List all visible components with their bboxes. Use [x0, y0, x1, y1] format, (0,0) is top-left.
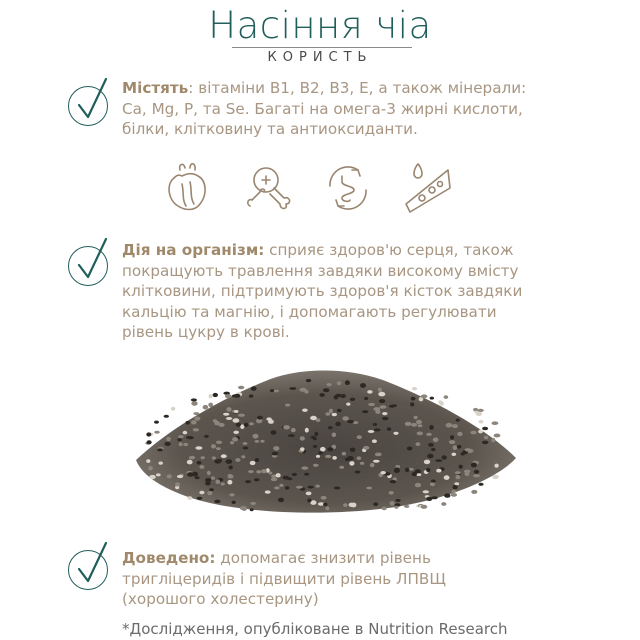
subtitle-divider: [232, 47, 412, 48]
section-label: Доведено:: [122, 549, 216, 567]
page-title: Насіння чіа: [208, 4, 432, 47]
benefit-icons: [160, 160, 460, 216]
checkmark-icon: [68, 86, 108, 126]
blood-vessel-icon: [400, 160, 456, 216]
section-text: сприяє здоров'ю серця, також покращують травлення завдяки високому вмісту клітковини, підтримують здоров'я кісток завдяки кальцію та магнію, і допомагають регулювати рівень цукру в крові.: [122, 241, 523, 341]
section-label: Дія на організм:: [122, 241, 265, 259]
footnote: *Дослідження, опубліковане в Nutrition Research: [122, 620, 508, 638]
heart-icon: [160, 160, 216, 216]
checkmark-icon: [68, 246, 108, 286]
digestion-icon: [320, 160, 376, 216]
section-effects: [122, 240, 546, 343]
bone-health-icon: [240, 160, 296, 216]
section-label: Містять: [122, 79, 189, 97]
chia-seeds-image: [128, 360, 520, 520]
section-proven: [122, 548, 522, 610]
section-text: : вітаміни B1, B2, B3, E, а також мінерали: Ca, Mg, P, та Se. Багаті на омега-3 жирні кислоти, білки, клітковину та антиоксиданти.: [122, 79, 527, 138]
section-text: допомагає знизити рівень тригліцеридів і підвищити рівень ЛПВЩ (хорошого холестерину): [122, 549, 446, 608]
checkmark-icon: [68, 550, 108, 590]
page-subtitle: КОРИСТЬ: [267, 50, 373, 65]
section-contents: [122, 78, 542, 140]
